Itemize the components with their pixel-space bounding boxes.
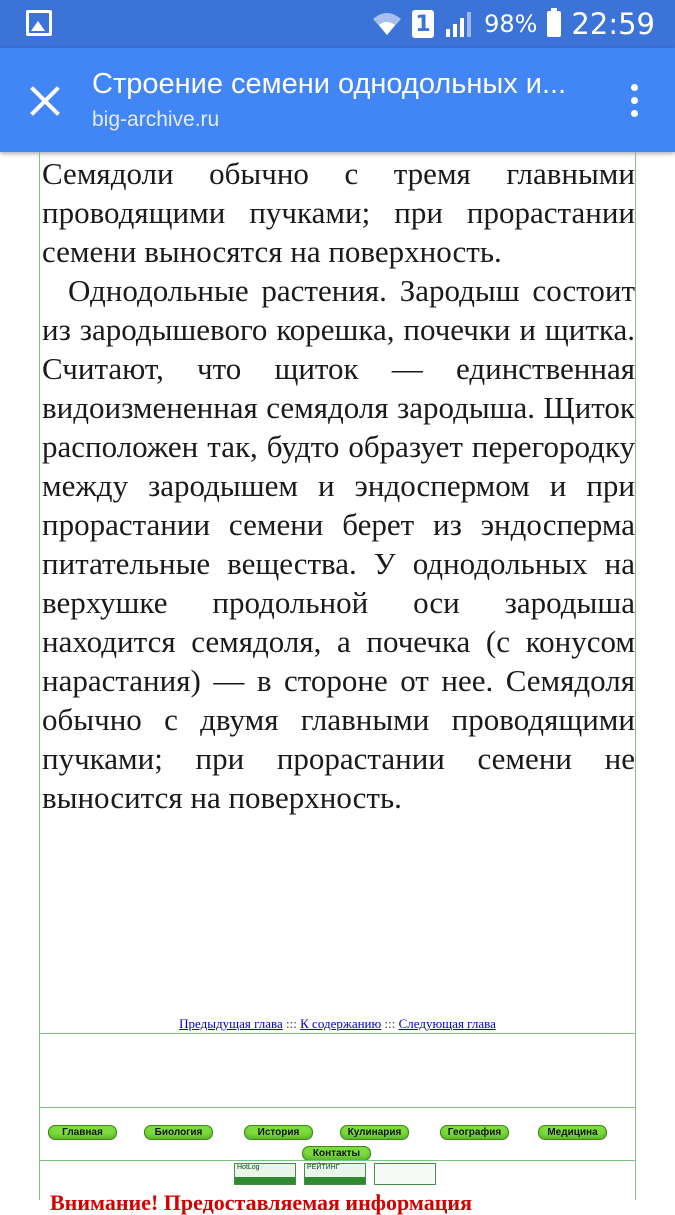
signal-icon bbox=[444, 11, 474, 37]
nav-item-home[interactable]: Главная bbox=[48, 1125, 117, 1140]
site-counter[interactable] bbox=[374, 1163, 436, 1185]
nav-item-history[interactable]: История bbox=[244, 1125, 313, 1140]
next-chapter-link[interactable]: Следующая глава bbox=[398, 1016, 496, 1031]
nav-item-geography[interactable]: География bbox=[440, 1125, 509, 1140]
divider bbox=[40, 1033, 635, 1034]
browser-app-bar bbox=[0, 48, 675, 152]
nav-item-medicine[interactable]: Медицина bbox=[538, 1125, 607, 1140]
wifi-icon bbox=[372, 11, 402, 37]
prev-chapter-link[interactable]: Предыдущая глава bbox=[179, 1016, 283, 1031]
article-paragraph: Семядоли обычно с тремя главными проводящими пучками; при прорастании семени выносятся на поверхность. bbox=[42, 156, 635, 269]
mail-rating-counter[interactable]: РЕЙТИНГ bbox=[304, 1163, 366, 1185]
article-paragraph: Однодольные растения. Зародыш состоит из зародышевого корешка, почечки и щитка. Считают, что щиток — единственная видоизмененная семядоля зародыша. Щиток расположен так, будто образует перегородку между зародышем и эндоспермом и при прорастании семени берет из эндосперма питательные вещества. У однодольных на верхушке продольной оси зародыша находится семядоля, а почечка (с конусом нарастания) — в стороне от нее. Семядоля обычно с двумя главными проводящими пучками; при прорастании семени не выносится на поверхность. bbox=[42, 273, 635, 815]
overflow-menu-icon[interactable] bbox=[631, 84, 639, 118]
battery-percent: 98% bbox=[484, 10, 538, 38]
sim-icon: 1 bbox=[412, 10, 434, 38]
gallery-icon bbox=[26, 10, 52, 36]
status-icons bbox=[372, 6, 655, 42]
page-url: big-archive.ru bbox=[92, 108, 220, 131]
status-bar bbox=[0, 0, 675, 48]
divider bbox=[40, 1107, 635, 1108]
close-icon[interactable] bbox=[26, 82, 64, 120]
hotlog-counter[interactable]: HotLog bbox=[234, 1163, 296, 1185]
battery-icon bbox=[547, 11, 561, 37]
contents-link[interactable]: К содержанию bbox=[300, 1016, 382, 1031]
clock: 22:59 bbox=[571, 7, 655, 41]
nav-item-contacts[interactable]: Контакты bbox=[302, 1146, 371, 1161]
page-content bbox=[39, 152, 636, 1215]
nav-item-biology[interactable]: Биология bbox=[144, 1125, 213, 1140]
nav-item-cooking[interactable]: Кулинария bbox=[340, 1125, 409, 1140]
chapter-navigation bbox=[40, 1016, 635, 1032]
footer-warning: Внимание! Предоставляемая информация bbox=[50, 1190, 472, 1215]
nav-separator: ::: bbox=[286, 1016, 297, 1031]
page-title: Строение семени однодольных и... bbox=[92, 68, 567, 100]
article-text bbox=[42, 154, 635, 817]
nav-separator: ::: bbox=[384, 1016, 396, 1031]
divider bbox=[40, 1160, 635, 1161]
site-navigation bbox=[40, 1122, 635, 1162]
